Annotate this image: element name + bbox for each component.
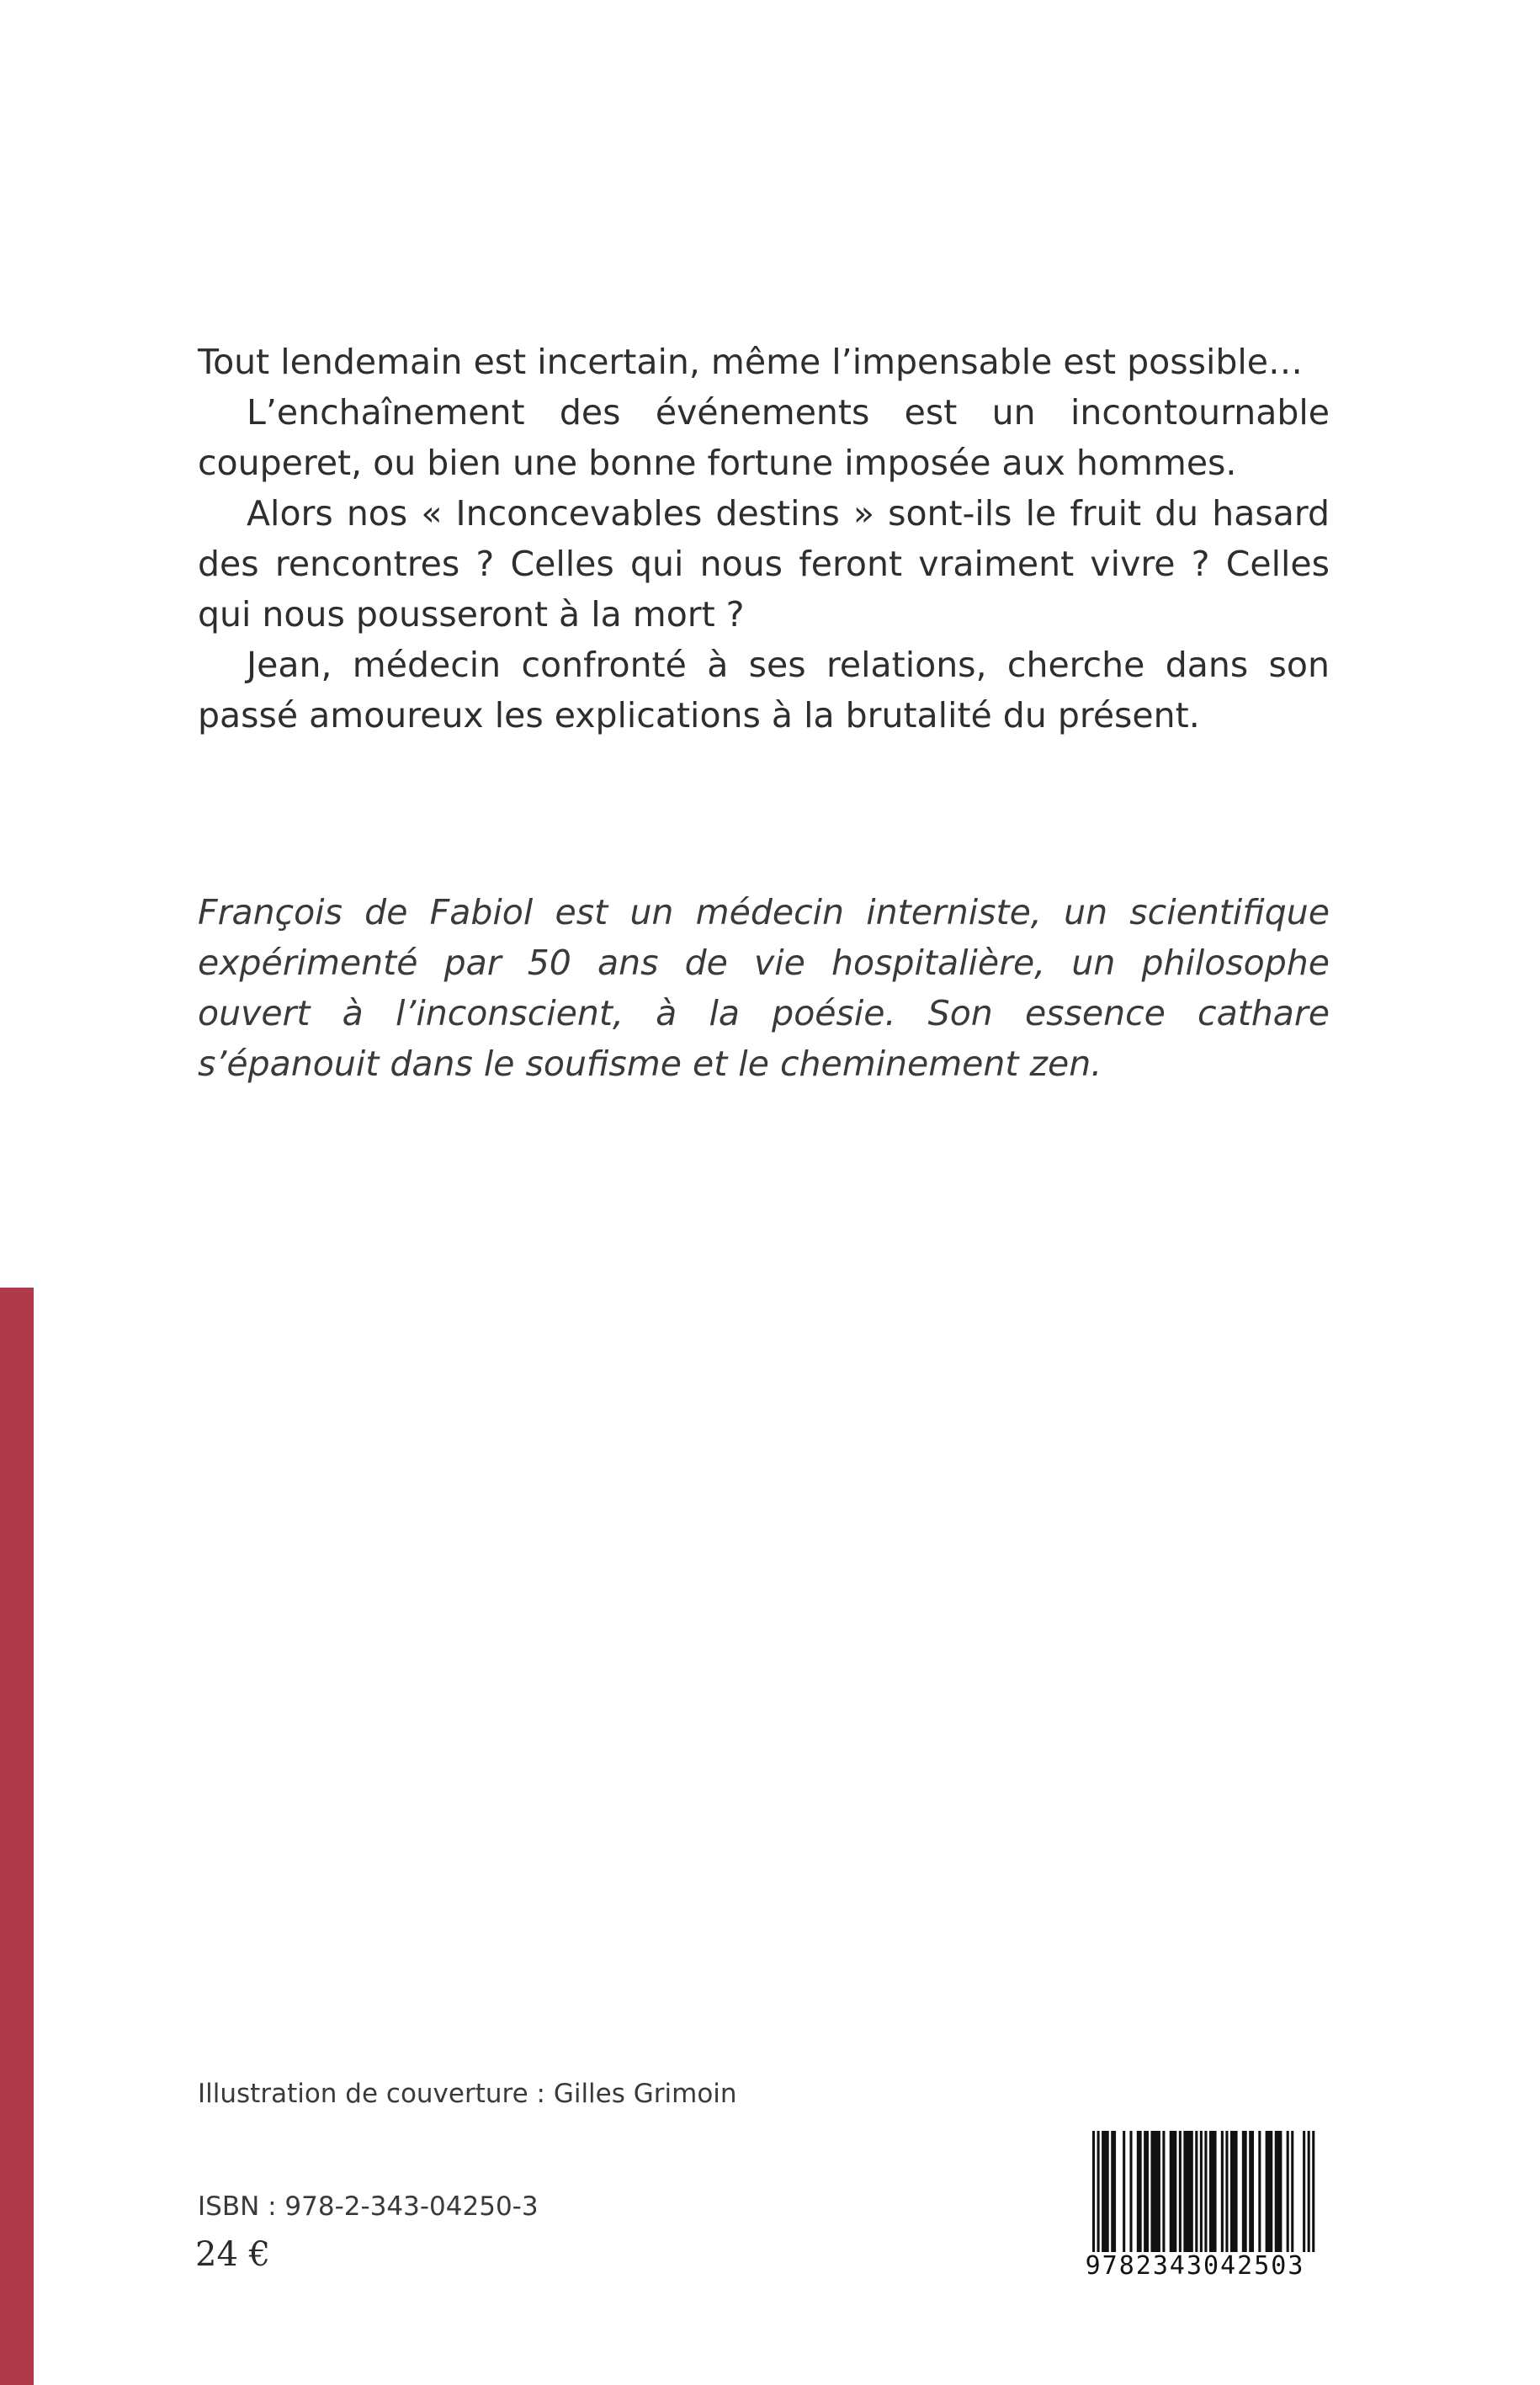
barcode-bar bbox=[1279, 2131, 1282, 2252]
barcode-bar bbox=[1212, 2131, 1214, 2252]
barcode-bar bbox=[1277, 2131, 1280, 2252]
author-name: François de Fabiol bbox=[198, 892, 534, 932]
cover-illustration-credit: Illustration de couverture : Gilles Grimoin bbox=[198, 2079, 737, 2109]
barcode-bar bbox=[1188, 2131, 1191, 2252]
barcode-bar bbox=[1123, 2131, 1125, 2252]
barcode-bar bbox=[1312, 2131, 1314, 2267]
barcode-bar bbox=[1267, 2131, 1270, 2252]
barcode-bar bbox=[1150, 2131, 1153, 2252]
barcode-bar bbox=[1251, 2131, 1254, 2252]
barcode-bar bbox=[1303, 2131, 1305, 2252]
barcode-bar bbox=[1195, 2131, 1197, 2252]
barcode-bar bbox=[1153, 2131, 1155, 2252]
author-bio-text: est un médecin interniste, un scientifique expérimenté par 50 ans de vie hospitalière, un philosophe ouvert à l’inconscient, à la poésie. Son essence cathare s’épanouit dans le soufisme et le cheminement zen. bbox=[198, 892, 1330, 1084]
barcode-bar bbox=[1111, 2131, 1113, 2252]
barcode-bar bbox=[1097, 2131, 1100, 2267]
barcode-bar bbox=[1266, 2131, 1268, 2252]
barcode-bar bbox=[1170, 2131, 1172, 2252]
barcode-bar bbox=[1204, 2131, 1207, 2267]
barcode-bar bbox=[1270, 2131, 1272, 2252]
barcode-bar bbox=[1287, 2131, 1289, 2252]
barcode-bar bbox=[1113, 2131, 1116, 2252]
barcode-bar bbox=[1230, 2131, 1233, 2252]
barcode-bar bbox=[1146, 2131, 1149, 2252]
barcode-bar bbox=[1137, 2131, 1139, 2252]
barcode-bar bbox=[1186, 2131, 1188, 2252]
blurb bbox=[198, 337, 1330, 741]
barcode-bar bbox=[1129, 2131, 1132, 2252]
barcode-bar bbox=[1308, 2131, 1310, 2267]
barcode-bar bbox=[1249, 2131, 1251, 2252]
barcode-bar bbox=[1209, 2131, 1212, 2252]
barcode-icon bbox=[1069, 2127, 1321, 2287]
barcode-bar bbox=[1235, 2131, 1238, 2252]
barcode-bar bbox=[1242, 2131, 1245, 2252]
isbn-number: ISBN : 978-2-343-04250-3 bbox=[198, 2191, 539, 2222]
blurb-paragraph-1: Tout lendemain est incertain, même l’impensable est possible… bbox=[198, 342, 1303, 382]
accent-bar bbox=[0, 1288, 34, 2385]
author-bio bbox=[198, 887, 1330, 1089]
barcode-bar bbox=[1245, 2131, 1247, 2252]
barcode-bar bbox=[1107, 2131, 1109, 2252]
barcode-bar bbox=[1179, 2131, 1182, 2252]
barcode-bar bbox=[1102, 2131, 1104, 2252]
barcode-bar bbox=[1104, 2131, 1107, 2252]
barcode-bar bbox=[1139, 2131, 1142, 2252]
barcode-bar bbox=[1174, 2131, 1176, 2252]
barcode-bar bbox=[1183, 2131, 1186, 2252]
barcode-bar bbox=[1291, 2131, 1293, 2252]
barcode-bar bbox=[1155, 2131, 1158, 2252]
blurb-paragraph-3: Alors nos « Inconcevables destins » sont-ils le fruit du hasard des rencontres ? Celles qui nous feront vraiment vivre ? Celles qui nous pousseront à la mort ? bbox=[198, 493, 1330, 635]
price: 24 € bbox=[195, 2235, 271, 2274]
barcode-bar bbox=[1171, 2131, 1174, 2252]
barcode-bar bbox=[1233, 2131, 1235, 2252]
barcode-digits: 9782343042503 bbox=[1069, 2252, 1321, 2281]
barcode-bar bbox=[1200, 2131, 1203, 2267]
barcode-bar bbox=[1225, 2131, 1228, 2252]
barcode-bar bbox=[1092, 2131, 1095, 2267]
barcode-bar bbox=[1275, 2131, 1277, 2252]
barcode-bar bbox=[1221, 2131, 1224, 2252]
barcode-bar bbox=[1258, 2131, 1261, 2252]
blurb-paragraph-2: L’enchaînement des événements est un incontournable couperet, ou bien une bonne fortune imposée aux hommes. bbox=[198, 392, 1330, 483]
barcode-bar bbox=[1144, 2131, 1146, 2252]
barcode-bar bbox=[1158, 2131, 1160, 2252]
blurb-paragraph-4: Jean, médecin confronté à ses relations, cherche dans son passé amoureux les explications à la brutalité du présent. bbox=[198, 645, 1330, 736]
barcode-bar bbox=[1162, 2131, 1165, 2252]
barcode-bar bbox=[1214, 2131, 1217, 2252]
barcode-bar bbox=[1191, 2131, 1193, 2252]
